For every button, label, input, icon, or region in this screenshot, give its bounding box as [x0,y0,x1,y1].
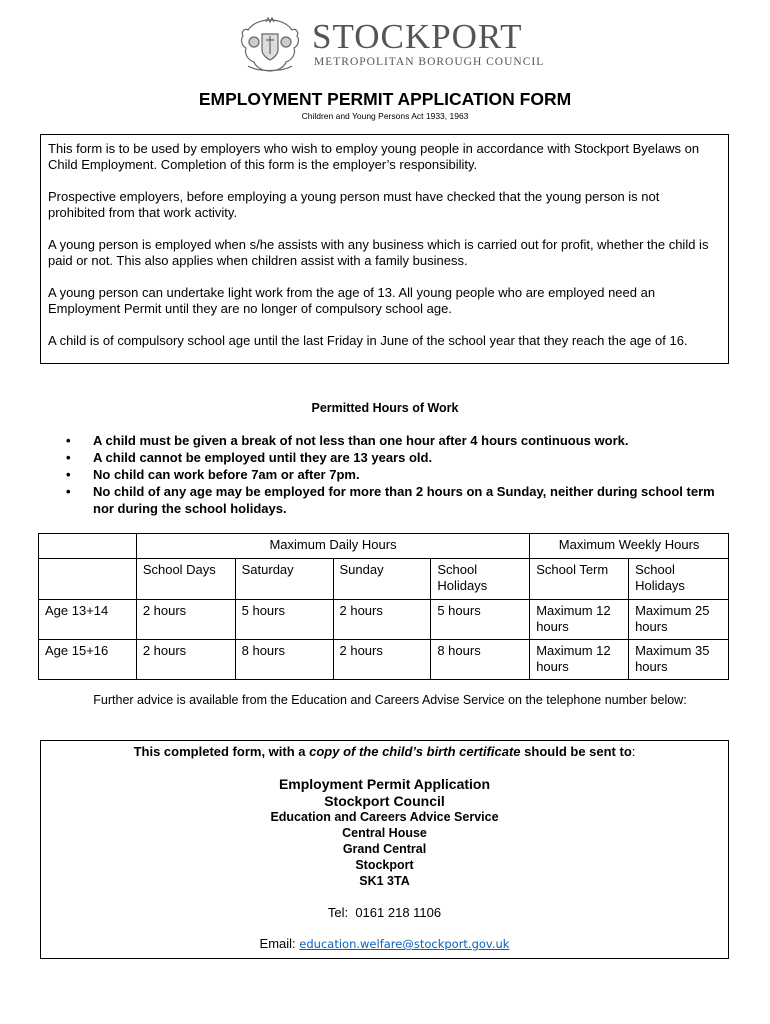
intro-paragraph: Prospective employers, before employing a young person must have checked that the young person is not prohibited from that work activity. [48,189,660,220]
address-line: Education and Careers Advice Service [270,810,499,824]
table-cell: 8 hours [235,640,333,680]
table-cell: 8 hours [431,640,530,680]
column-header: Saturday [235,559,333,600]
table-group-header: Maximum Daily Hours [136,534,529,559]
bullet-icon: • [66,467,71,482]
council-name: STOCKPORT [312,17,523,56]
permitted-hours-heading: Permitted Hours of Work [311,401,459,415]
table-row [39,640,729,680]
birth-certificate-emphasis: copy of the child’s birth certificate [309,744,521,759]
column-header: School Term [530,559,629,600]
rules-list [66,432,726,517]
form-title: EMPLOYMENT PERMIT APPLICATION FORM [198,89,572,109]
list-item [66,449,726,466]
email-link[interactable]: education.welfare@stockport.gov.uk [299,937,510,951]
table-cell: 5 hours [431,600,530,640]
intro-paragraph: A young person is employed when s/he assists with any business which is carried out for profit, whether the child is paid or not. This also applies when children assist with a family business. [48,237,709,268]
rule-text: A child must be given a break of not less than one hour after 4 hours continuous work. [93,433,629,448]
table-row [39,600,729,640]
address-line: Stockport [355,858,414,872]
column-header: School Holidays [629,559,729,600]
column-header: School Holidays [431,559,530,600]
table-cell: Maximum 12 hours [530,640,629,680]
intro-paragraph: A child is of compulsory school age until the last Friday in June of the school year that they reach the age of 16. [48,333,688,348]
table-header-row [39,559,729,600]
bullet-icon: • [66,450,71,465]
table-cell: Maximum 35 hours [629,640,729,680]
intro-paragraph: A young person can undertake light work from the age of 13. All young people who are employed need an Employment Permit until they are no longer of compulsory school age. [48,285,656,316]
table-cell [39,534,137,559]
table-cell: 2 hours [333,640,431,680]
send-to-box [40,740,729,959]
row-label: Age 15+16 [39,640,137,680]
table-header-row [39,534,729,559]
column-header: Sunday [333,559,431,600]
table-cell: 5 hours [235,600,333,640]
intro-paragraph: This form is to be used by employers who wish to employ young people in accordance with Stockport Byelaws on Child Employment. Completion of this form is the employer’s responsibility. [48,141,700,172]
address-line: Central House [342,826,427,840]
rule-text: No child can work before 7am or after 7pm. [93,467,360,482]
table-cell: Maximum 25 hours [629,600,729,640]
advice-text: Further advice is available from the Education and Careers Advise Service on the telephone number below: [93,693,687,707]
address-line: SK1 3TA [359,874,410,888]
council-crest-logo [238,16,302,74]
table-cell [39,559,137,600]
send-to-intro: This completed form, with a copy of the child’s birth certificate should be sent to: [133,744,636,759]
column-header: School Days [136,559,235,600]
rule-text: No child of any age may be employed for more than 2 hours on a Sunday, neither during school term nor during the school holidays. [93,484,715,516]
bullet-icon: • [66,433,71,448]
list-item [66,466,726,483]
address-line: Grand Central [342,842,427,856]
list-item [66,432,726,449]
telephone-number: 0161 218 1106 [355,905,442,920]
table-cell: 2 hours [136,600,235,640]
table-cell: Maximum 12 hours [530,600,629,640]
form-subtitle: Children and Young Persons Act 1933, 1963 [301,111,469,121]
email-line: Email: education.welfare@stockport.gov.uk [259,936,510,951]
address-line: Stockport Council [324,793,445,809]
bullet-icon: • [66,484,71,499]
table-cell: 2 hours [136,640,235,680]
table-cell: 2 hours [333,600,431,640]
address-line: Employment Permit Application [278,776,491,792]
rule-text: A child cannot be employed until they are 13 years old. [93,450,433,465]
table-group-header: Maximum Weekly Hours [530,534,729,559]
council-subtitle: METROPOLITAN BOROUGH COUNCIL [314,56,545,68]
list-item [66,483,726,517]
telephone-line: Tel: 0161 218 1106 [327,905,442,920]
intro-box [40,134,729,364]
row-label: Age 13+14 [39,600,137,640]
hours-table [38,533,729,680]
